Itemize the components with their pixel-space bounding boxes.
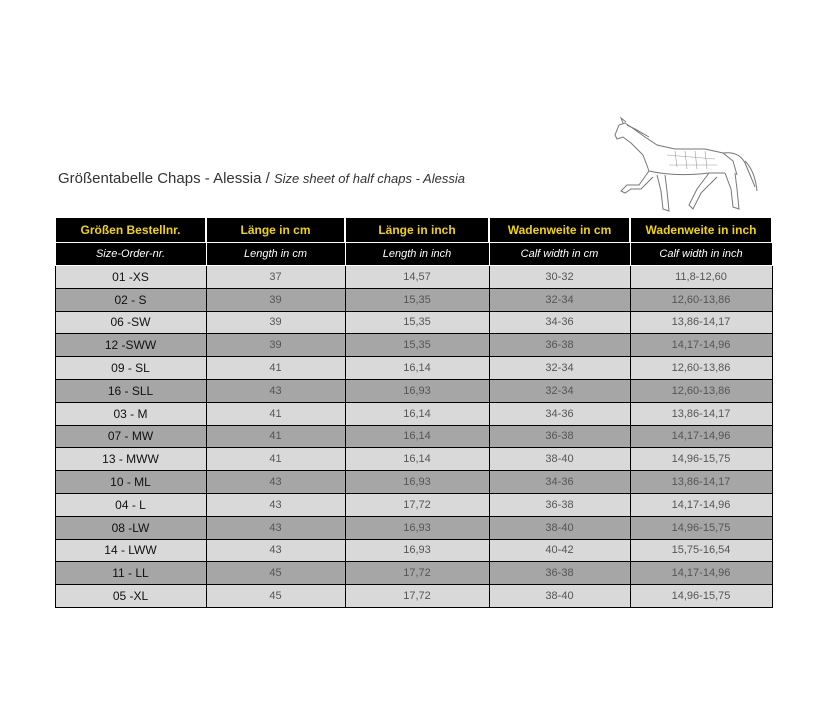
cell-length-cm: 41 [206,425,345,448]
header-length-inch: Länge in inch [345,218,489,243]
cell-size: 02 - S [55,288,206,311]
cell-calf-inch: 12,60-13,86 [630,379,772,402]
cell-calf-inch: 14,17-14,96 [630,493,772,516]
header-row [55,218,772,243]
cell-size: 12 -SWW [55,334,206,357]
subheader-calf-inch: Calf width in inch [630,243,772,266]
cell-calf-cm: 38-40 [489,516,630,539]
cell-calf-inch: 15,75-16,54 [630,539,772,562]
cell-length-inch: 17,72 [345,585,489,608]
header-calf-inch: Wadenweite in inch [630,218,772,243]
cell-length-inch: 15,35 [345,288,489,311]
cell-calf-inch: 13,86-14,17 [630,471,772,494]
title-german: Größentabelle Chaps - Alessia / [58,170,270,187]
cell-calf-cm: 36-38 [489,493,630,516]
subheader-length-cm: Length in cm [206,243,345,266]
table-row [55,562,772,585]
table-row [55,311,772,334]
cell-length-cm: 39 [206,288,345,311]
table-row [55,334,772,357]
cell-calf-inch: 13,86-14,17 [630,402,772,425]
cell-size: 01 -XS [55,266,206,289]
table-row [55,266,772,289]
cell-calf-cm: 36-38 [489,334,630,357]
cell-calf-cm: 34-36 [489,471,630,494]
subheader-length-inch: Length in inch [345,243,489,266]
cell-calf-inch: 11,8-12,60 [630,266,772,289]
cell-length-inch: 14,57 [345,266,489,289]
cell-length-cm: 39 [206,334,345,357]
cell-size: 05 -XL [55,585,206,608]
cell-size: 16 - SLL [55,379,206,402]
cell-size: 14 - LWW [55,539,206,562]
cell-calf-cm: 40-42 [489,539,630,562]
cell-length-inch: 16,93 [345,516,489,539]
cell-length-inch: 15,35 [345,334,489,357]
cell-calf-inch: 13,86-14,17 [630,311,772,334]
size-table [54,217,773,608]
cell-length-cm: 39 [206,311,345,334]
cell-calf-inch: 14,17-14,96 [630,425,772,448]
cell-calf-cm: 32-34 [489,379,630,402]
cell-calf-cm: 30-32 [489,266,630,289]
cell-calf-cm: 34-36 [489,402,630,425]
cell-calf-inch: 12,60-13,86 [630,288,772,311]
cell-size: 07 - MW [55,425,206,448]
title-english: Size sheet of half chaps - Alessia [273,171,465,186]
cell-calf-inch: 12,60-13,86 [630,357,772,380]
cell-length-inch: 17,72 [345,562,489,585]
cell-length-cm: 43 [206,379,345,402]
cell-size: 06 -SW [55,311,206,334]
cell-size: 03 - M [55,402,206,425]
cell-calf-inch: 14,96-15,75 [630,516,772,539]
cell-calf-cm: 38-40 [489,448,630,471]
cell-size: 08 -LW [55,516,206,539]
header-size: Größen Bestellnr. [55,218,206,243]
cell-calf-cm: 34-36 [489,311,630,334]
cell-calf-cm: 36-38 [489,562,630,585]
cell-length-inch: 16,93 [345,471,489,494]
cell-length-cm: 43 [206,516,345,539]
cell-size: 13 - MWW [55,448,206,471]
header-calf-cm: Wadenweite in cm [489,218,630,243]
cell-length-inch: 16,14 [345,425,489,448]
cell-size: 09 - SL [55,357,206,380]
cell-length-cm: 41 [206,448,345,471]
cell-length-cm: 45 [206,585,345,608]
cell-calf-cm: 38-40 [489,585,630,608]
cell-length-cm: 41 [206,357,345,380]
table-row [55,493,772,516]
table-row [55,425,772,448]
cell-size: 11 - LL [55,562,206,585]
table-row [55,357,772,380]
subheader-row [55,243,772,266]
subheader-calf-cm: Calf width in cm [489,243,630,266]
cell-length-inch: 16,14 [345,402,489,425]
header-length-cm: Länge in cm [206,218,345,243]
cell-calf-inch: 14,17-14,96 [630,562,772,585]
cell-calf-inch: 14,96-15,75 [630,448,772,471]
cell-length-cm: 43 [206,493,345,516]
cell-calf-inch: 14,17-14,96 [630,334,772,357]
cell-length-inch: 15,35 [345,311,489,334]
cell-size: 04 - L [55,493,206,516]
cell-calf-cm: 32-34 [489,288,630,311]
cell-length-cm: 43 [206,539,345,562]
table-row [55,402,772,425]
cell-length-inch: 16,14 [345,448,489,471]
cell-calf-cm: 32-34 [489,357,630,380]
table-row [55,516,772,539]
horse-icon [605,115,765,215]
table-row [55,288,772,311]
cell-calf-inch: 14,96-15,75 [630,585,772,608]
cell-length-inch: 16,14 [345,357,489,380]
table-row [55,539,772,562]
cell-length-cm: 37 [206,266,345,289]
cell-length-inch: 16,93 [345,539,489,562]
page-title [58,170,465,187]
table-row [55,585,772,608]
cell-length-inch: 17,72 [345,493,489,516]
table-row [55,448,772,471]
cell-calf-cm: 36-38 [489,425,630,448]
cell-size: 10 - ML [55,471,206,494]
cell-length-cm: 45 [206,562,345,585]
cell-length-cm: 43 [206,471,345,494]
table-row [55,379,772,402]
subheader-size: Size-Order-nr. [55,243,206,266]
cell-length-inch: 16,93 [345,379,489,402]
cell-length-cm: 41 [206,402,345,425]
table-row [55,471,772,494]
